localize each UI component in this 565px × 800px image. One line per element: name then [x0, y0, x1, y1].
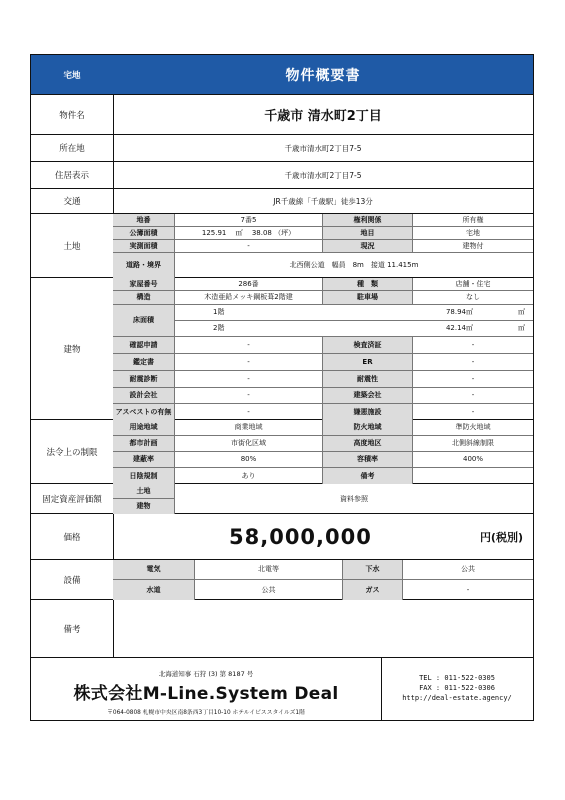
area: 125.91 ㎡ 38.08 （坪） [175, 227, 323, 240]
nuisance: - [471, 407, 475, 416]
inspect: - [413, 337, 533, 354]
house-no: 286番 [175, 278, 323, 291]
residence-label: 住居表示 [31, 162, 114, 188]
er-key: ER [323, 354, 413, 371]
measured-key: 実測面積 [113, 240, 175, 253]
seismic: - [413, 371, 533, 388]
seismic-key: 耐震性 [323, 371, 413, 388]
tax-land-key: 土地 [113, 484, 175, 499]
floor2-area: 42.14㎡ [445, 324, 473, 332]
area-key: 公簿面積 [113, 227, 175, 240]
company-name: 株式会社M-Line.System Deal [73, 684, 339, 704]
asbestos: - [175, 404, 323, 420]
shade: あり [175, 468, 323, 484]
facilities-grid [113, 560, 533, 599]
rights: 所有権 [413, 214, 533, 227]
tax-label: 固定資産評価額 [31, 484, 114, 513]
tax-building-key: 建物 [113, 499, 175, 514]
confirm: - [175, 337, 323, 354]
gas: - [466, 585, 470, 594]
transport-row [31, 189, 533, 214]
law-note [413, 468, 533, 484]
website-link[interactable]: http://deal-estate.agency/ [402, 693, 512, 702]
city-plan-key: 都市計画 [113, 436, 175, 452]
price-value: 58,000,000 [229, 524, 372, 549]
location-label: 所在地 [31, 135, 114, 161]
zone-key: 用途地域 [113, 420, 175, 436]
floor1-label: 1階 [213, 308, 225, 316]
law-note-key: 備考 [323, 468, 413, 484]
structure: 木造亜鉛メッキ鋼板葺2階建 [175, 291, 323, 305]
sewer-key: 下水 [343, 560, 403, 580]
house-no-key: 家屋番号 [113, 278, 175, 291]
rights-key: 権利関係 [323, 214, 413, 227]
land-section [31, 214, 533, 278]
builder: - [413, 388, 533, 404]
company-address: 〒064-0808 札幌市中央区南8条西3丁目10-10 ホテルイビススタイルズ1階 [107, 710, 305, 716]
appraisal-key: 鑑定書 [113, 354, 175, 371]
fire-zone-key: 防火地域 [323, 420, 413, 436]
floor1-area: 78.94㎡ [445, 308, 473, 316]
location-row [31, 135, 533, 162]
tax-grid [113, 484, 533, 513]
gas-key: ガス [343, 580, 403, 600]
building-section [31, 278, 533, 420]
facilities-label: 設備 [31, 560, 114, 599]
floor1-unit: ㎡ [518, 308, 525, 316]
remarks-label: 備考 [31, 600, 114, 657]
structure-key: 構造 [113, 291, 175, 305]
seismic-diag-key: 耐震診断 [113, 371, 175, 388]
fire-zone: 準防火地域 [413, 420, 533, 436]
inspect-key: 検査済証 [323, 337, 413, 354]
floor2-row [175, 321, 533, 337]
power: 北電等 [195, 560, 343, 580]
floor-area-key: 床面積 [113, 305, 175, 337]
height-district: 北側斜線制限 [413, 436, 533, 452]
zone: 商業地域 [175, 420, 323, 436]
building-label: 建物 [31, 278, 114, 419]
status-key: 現況 [323, 240, 413, 253]
license-number: 北海道知事 石狩 (3) 第 8187 号 [158, 670, 254, 678]
confirm-key: 確認申請 [113, 337, 175, 354]
far: 400% [413, 452, 533, 468]
lot-no-key: 地番 [113, 214, 175, 227]
fax: FAX : 011-522-0306 [419, 684, 495, 693]
er: - [413, 354, 533, 371]
residence-value: 千歳市清水町2丁目7-5 [284, 170, 362, 180]
lot-no: 7番5 [175, 214, 323, 227]
kind: 店舗・住宅 [413, 278, 533, 291]
city-plan: 市街化区域 [175, 436, 323, 452]
transport-label: 交通 [31, 189, 114, 213]
contact-block [381, 658, 533, 720]
bcr: 80% [175, 452, 323, 468]
transport-value: JR千歳線「千歳駅」徒歩13分 [273, 196, 373, 206]
property-name-row [31, 95, 533, 135]
tax-section [31, 484, 533, 514]
price-suffix: 円(税別) [479, 530, 523, 544]
status: 建物付 [413, 240, 533, 253]
law-grid [113, 420, 533, 483]
water: 公共 [195, 580, 343, 600]
floor1-row [175, 305, 533, 321]
company-block [31, 658, 382, 720]
location-value: 千歳市清水町2丁目7-5 [284, 143, 362, 153]
remarks-value [113, 600, 533, 657]
law-section [31, 420, 533, 484]
tel: TEL : 011-522-0305 [419, 674, 495, 683]
price-row [31, 514, 533, 560]
price-area [113, 514, 533, 559]
page-title: 物件概要書 [113, 55, 533, 94]
nuisance-key: 嫌悪施設 [323, 404, 413, 420]
property-summary-sheet [30, 54, 534, 721]
land-category-key: 地目 [323, 227, 413, 240]
law-label: 法令上の制限 [31, 420, 114, 483]
water-key: 水道 [113, 580, 195, 600]
floor2-unit: ㎡ [518, 324, 525, 332]
parking: なし [413, 291, 533, 305]
building-grid [113, 278, 533, 419]
power-key: 電気 [113, 560, 195, 580]
asbestos-key: アスベストの有無 [113, 404, 175, 420]
footer [31, 658, 533, 720]
measured: - [175, 240, 323, 253]
remarks-row [31, 600, 533, 658]
category-label: 宅地 [31, 55, 114, 94]
land-grid [113, 214, 533, 277]
facilities-section [31, 560, 533, 600]
floor2-label: 2階 [213, 324, 225, 332]
builder-key: 建築会社 [323, 388, 413, 404]
road-key: 道路・境界 [113, 253, 175, 278]
kind-key: 種 類 [323, 278, 413, 291]
property-name: 千歳市 清水町2丁目 [264, 109, 382, 124]
land-label: 土地 [31, 214, 114, 277]
far-key: 容積率 [323, 452, 413, 468]
height-district-key: 高度地区 [323, 436, 413, 452]
header-row [31, 55, 533, 95]
road: 北西側公道 幅員 8m 接道 11.415m [289, 261, 419, 269]
bcr-key: 建蔽率 [113, 452, 175, 468]
parking-key: 駐車場 [323, 291, 413, 305]
land-category: 宅地 [413, 227, 533, 240]
residence-row [31, 162, 533, 189]
sewer: 公共 [403, 560, 533, 580]
designer: - [175, 388, 323, 404]
tax-value: 資料参照 [340, 494, 368, 503]
designer-key: 設計会社 [113, 388, 175, 404]
seismic-diag: - [175, 371, 323, 388]
shade-key: 日陰規制 [113, 468, 175, 484]
appraisal: - [175, 354, 323, 371]
price-label: 価格 [31, 514, 114, 559]
property-name-label: 物件名 [31, 95, 114, 134]
